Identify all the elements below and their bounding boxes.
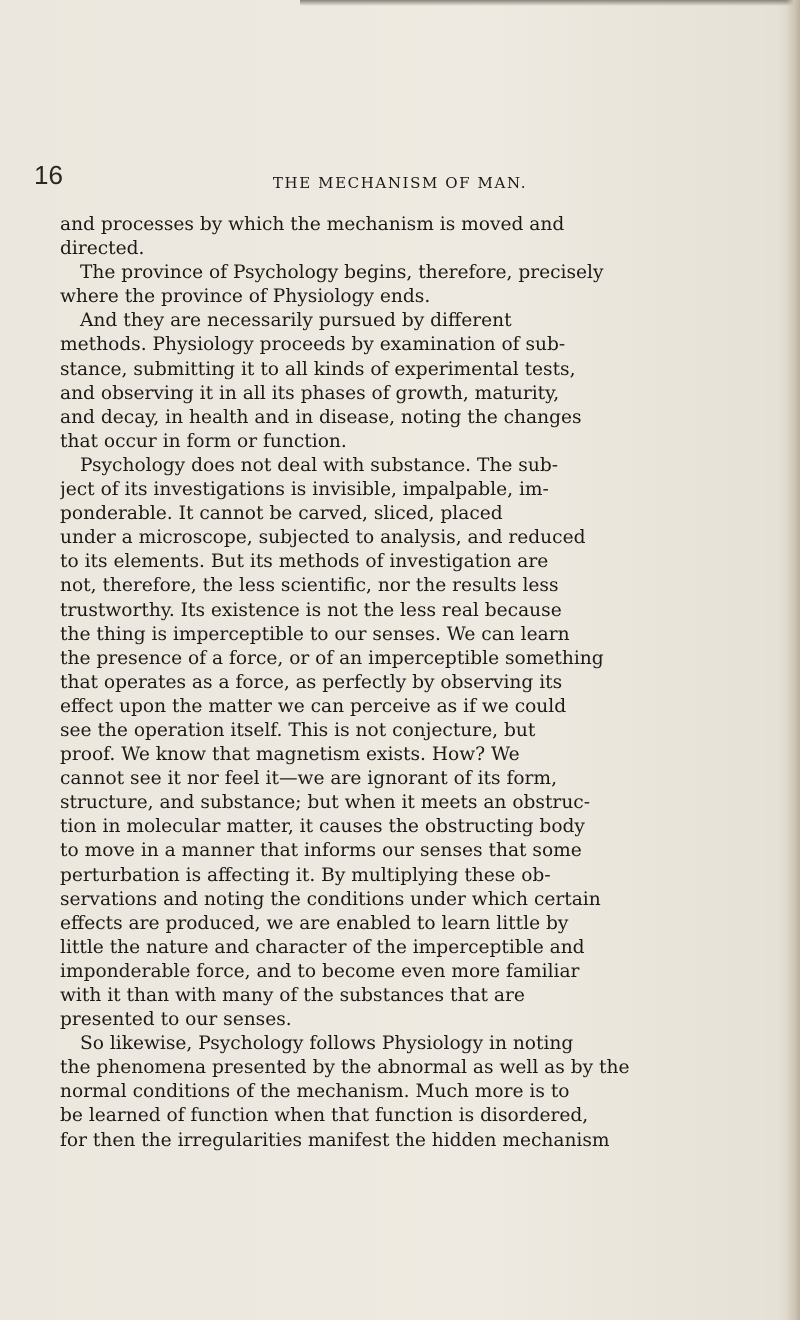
text-line: imponderable force, and to become even more familiar	[60, 960, 580, 982]
text-line: that operates as a force, as perfectly by observing its	[60, 671, 563, 693]
text-line: where the province of Physiology ends.	[60, 286, 431, 308]
text-line: So likewise, Psychology follows Physiology in noting	[80, 1033, 574, 1055]
text-line: that occur in form or function.	[60, 430, 347, 452]
text-line: And they are necessarily pursued by different	[80, 310, 512, 332]
text-line: normal conditions of the mechanism. Much more is to	[60, 1081, 570, 1103]
text-line: ject of its investigations is invisible, impalpable, im-	[60, 479, 549, 501]
page-number: 16	[34, 160, 63, 190]
text-line: effect upon the matter we can perceive as if we could	[60, 695, 567, 717]
body-text	[60, 213, 743, 1153]
text-line: proof. We know that magnetism exists. How? We	[60, 744, 520, 766]
text-line: presented to our senses.	[60, 1009, 292, 1031]
text-line: be learned of function when that function is disordered,	[60, 1105, 589, 1127]
text-line: cannot see it nor feel it—we are ignorant of its form,	[60, 768, 557, 790]
text-line: see the operation itself. This is not conjecture, but	[60, 719, 536, 741]
text-line: to move in a manner that informs our senses that some	[60, 840, 582, 862]
text-line: to its elements. But its methods of investigation are	[60, 551, 549, 573]
text-line: trustworthy. Its existence is not the less real because	[60, 599, 562, 621]
text-line: the phenomena presented by the abnormal as well as by the	[60, 1057, 630, 1079]
text-line: methods. Physiology proceeds by examination of sub-	[60, 334, 566, 356]
text-line: under a microscope, subjected to analysis, and reduced	[60, 527, 586, 549]
text-line: and decay, in health and in disease, noting the changes	[60, 406, 582, 428]
text-line: the presence of a force, or of an imperceptible something	[60, 647, 604, 669]
text-line: ponderable. It cannot be carved, sliced, placed	[60, 503, 503, 525]
text-line: perturbation is affecting it. By multiplying these ob-	[60, 864, 551, 886]
text-line: and processes by which the mechanism is moved and	[60, 214, 565, 235]
page-top-shadow	[300, 0, 800, 6]
text-line: little the nature and character of the imperceptible and	[60, 936, 585, 958]
text-line: tion in molecular matter, it causes the obstructing body	[60, 816, 585, 838]
text-line: The province of Psychology begins, therefore, precisely	[80, 262, 604, 284]
text-line: not, therefore, the less scientific, nor the results less	[60, 575, 559, 597]
page-right-edge	[786, 0, 800, 1320]
text-line: stance, submitting it to all kinds of experimental tests,	[60, 358, 576, 380]
text-line: Psychology does not deal with substance. The sub-	[80, 454, 558, 476]
text-line: structure, and substance; but when it meets an obstruc-	[60, 792, 590, 814]
text-line: with it than with many of the substances that are	[60, 985, 525, 1006]
text-line: servations and noting the conditions under which certain	[60, 888, 601, 910]
running-head: THE MECHANISM OF MAN.	[272, 174, 528, 192]
text-line: the thing is imperceptible to our senses. We can learn	[60, 623, 570, 645]
text-line: and observing it in all its phases of growth, maturity,	[60, 382, 560, 404]
text-line: directed.	[60, 238, 145, 260]
text-line: for then the irregularities manifest the hidden mechanism	[60, 1129, 610, 1151]
text-line: effects are produced, we are enabled to learn little by	[60, 912, 569, 934]
